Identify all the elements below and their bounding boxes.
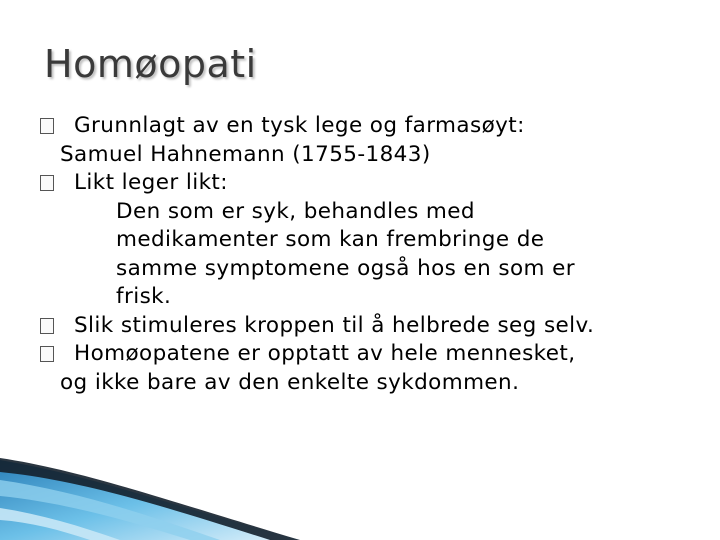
slide-title: Homøopati (44, 42, 257, 86)
bullet-text-line: Homøopatene er opptatt av hele mennesket, (74, 341, 576, 366)
bullet-item-principle (40, 169, 700, 198)
bullet-text-line: Grunnlagt av en tysk lege og farmasøyt: (74, 113, 525, 138)
sub-paragraph (40, 198, 700, 312)
sub-text-line: samme symptomene også hos en som er (116, 255, 576, 281)
checkbox-bullet-icon (40, 318, 54, 334)
checkbox-bullet-icon (40, 346, 54, 362)
sub-text-line: medikamenter som kan frembringe de (116, 227, 545, 252)
bullet-item-holistic (40, 340, 700, 397)
checkbox-bullet-icon (40, 175, 54, 191)
corner-wave-decoration (0, 450, 300, 540)
sub-text-line: Den som er syk, behandles med (116, 198, 475, 224)
bullet-item-stimulation (40, 312, 700, 341)
bullet-list (40, 112, 700, 397)
bullet-text-line: Likt leger likt: (74, 170, 228, 195)
bullet-text-line: Samuel Hahnemann (1755-1843) (60, 141, 431, 167)
bullet-text-line: og ikke bare av den enkelte sykdommen. (60, 369, 520, 395)
bullet-item-founder (40, 112, 700, 169)
bullet-text-line: Slik stimuleres kroppen til å helbrede seg selv. (74, 312, 595, 338)
sub-text-line: frisk. (116, 284, 172, 309)
checkbox-bullet-icon (40, 118, 54, 134)
